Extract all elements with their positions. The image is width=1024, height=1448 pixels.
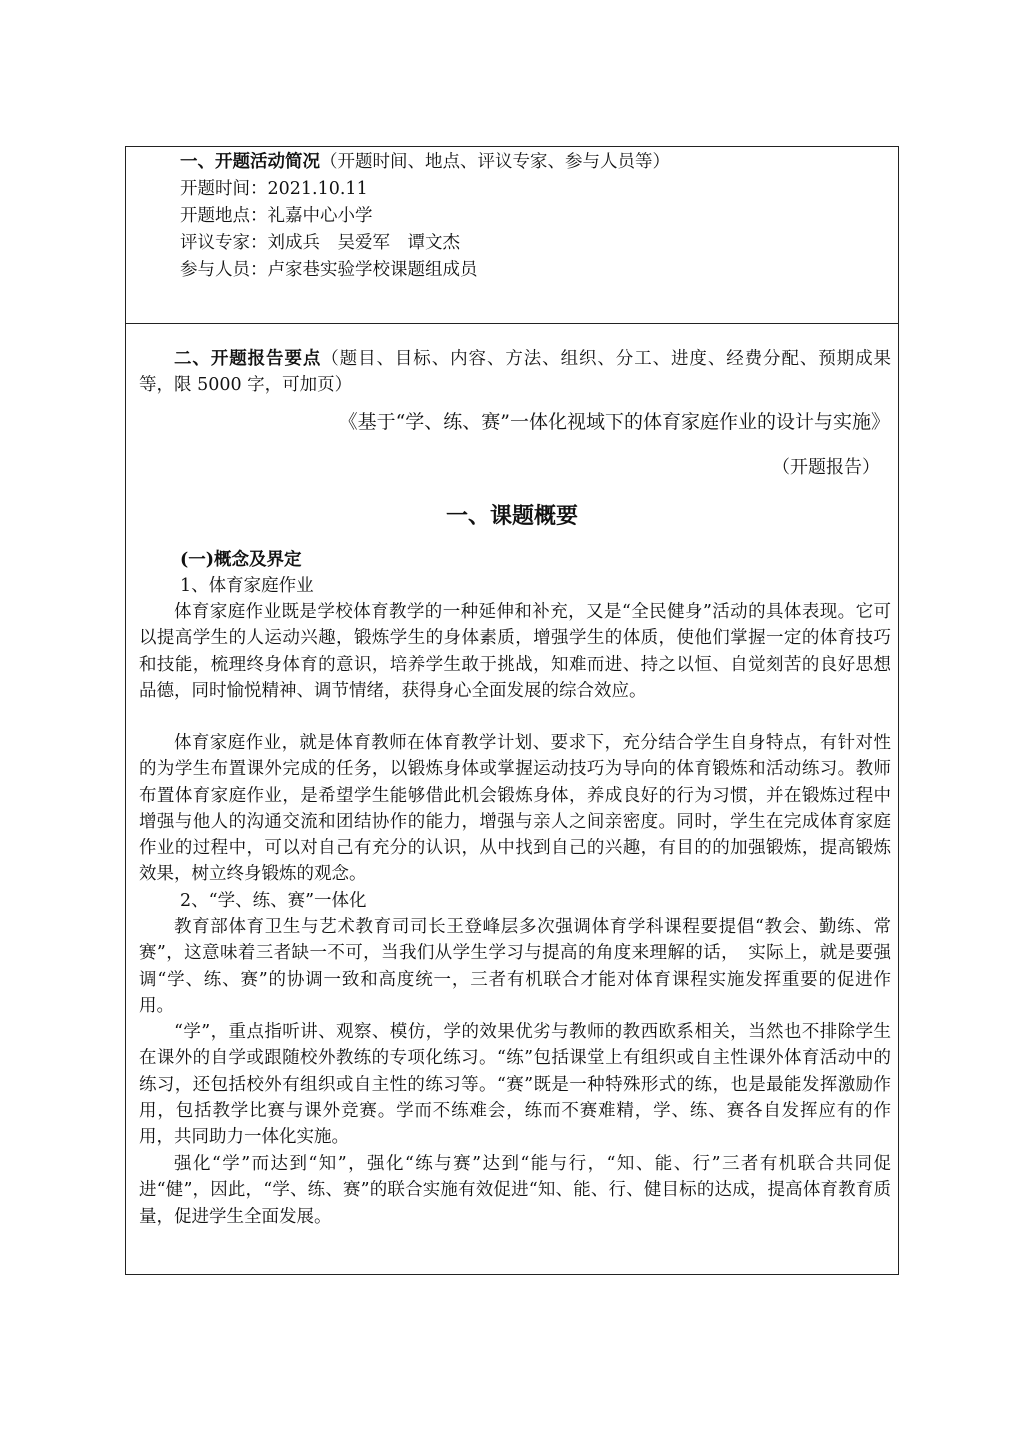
section1-heading-rest: （开题时间、地点、评议专家、参与人员等） — [320, 152, 670, 172]
opening-time: 开题时间：2021.10.11 — [180, 179, 368, 199]
report-title: 《基于“学、练、赛”一体化视域下的体育家庭作业的设计与实施》 — [338, 411, 890, 433]
item1-paragraph-1: 体育家庭作业既是学校体育教学的一种延伸和补充，又是“全民健身”活动的具体表现。它可以提高学生的人运动兴趣，锻炼学生的身体素质，增强学生的体质，使他们掌握一定的体育技巧和技能，梳理终身体育的意识，培养学生敢于挑战，知难而进、持之以恒、自觉刻苦的良好思想品德，同时愉悦精神、调节情绪，获得身心全面发展的综合效应。 — [139, 602, 891, 701]
item2-title: 2、“学、练、赛”一体化 — [180, 891, 367, 911]
item1-title: 1、体育家庭作业 — [180, 576, 314, 596]
subsection-title: (一)概念及界定 — [180, 550, 302, 570]
opening-location: 开题地点：礼嘉中心小学 — [180, 206, 373, 226]
report-points-cell — [126, 324, 898, 1274]
item2-paragraph-1: 教育部体育卫生与艺术教育司司长王登峰层多次强调体育学科课程要提倡“教会、勤练、常赛”，这意味着三者缺一不可，当我们从学生学习与提高的角度来理解的话， 实际上，就是要强调“学、练、赛”的协调一致和高度统一，三者有机联合才能对体育课程实施发挥重要的促进作用。 — [139, 917, 891, 1016]
report-subtitle: （开题报告） — [772, 457, 880, 478]
participants: 参与人员：卢家巷实验学校课题组成员 — [180, 260, 478, 280]
item2-paragraph-3: 强化“学”而达到“知”，强化“练与赛”达到“能与行，“知、能、行”三者有机联合共同促进“健”，因此，“学、练、赛”的联合实施有效促进“知、能、行、健目标的达成，提高体育教育质量，促进学生全面发展。 — [139, 1154, 891, 1227]
report-table — [125, 146, 899, 1275]
section2-heading-rest: （题目、目标、内容、方法、组织、分工、进度、经费分配、预期成果等，限 5000 字，可加页） — [139, 349, 892, 396]
item2-paragraph-2: “学”，重点指听讲、观察、模仿，学的效果优劣与教师的教西欧系相关，当然也不排除学生在课外的自学或跟随校外教练的专项化练习。“练”包括课堂上有组织或自主性课外体育活动中的练习，还包括校外有组织或自主性的练习等。“赛”既是一种特殊形式的练，也是最能发挥激励作用，包括教学比赛与课外竞赛。学而不练难会，练而不赛难精，学、练、赛各自发挥应有的作用，共同助力一体化实施。 — [139, 1022, 891, 1148]
section2-heading-bold: 二、开题报告要点 — [174, 349, 322, 369]
review-experts: 评议专家：刘成兵 吴爱军 谭文杰 — [180, 233, 460, 253]
chapter-title: 一、课题概要 — [445, 504, 578, 529]
section1-heading-bold: 一、开题活动简况 — [180, 152, 320, 172]
activity-summary-cell — [126, 147, 898, 323]
section1-heading — [180, 149, 670, 175]
item1-paragraph-2: 体育家庭作业，就是体育教师在体育教学计划、要求下，充分结合学生自身特点，有针对性的为学生布置课外完成的任务，以锻炼身体或掌握运动技巧为导向的体育锻炼和活动练习。教师布置体育家庭作业，是希望学生能够借此机会锻炼身体，养成良好的行为习惯，并在锻炼过程中增强与他人的沟通交流和团结协作的能力，增强与亲人之间亲密度。同时，学生在完成体育家庭作业的过程中，可以对自己有充分的认识，从中找到自己的兴趣，有目的的加强锻炼，提高锻炼效果，树立终身锻炼的观念。 — [139, 733, 891, 885]
section2-heading — [139, 346, 891, 399]
